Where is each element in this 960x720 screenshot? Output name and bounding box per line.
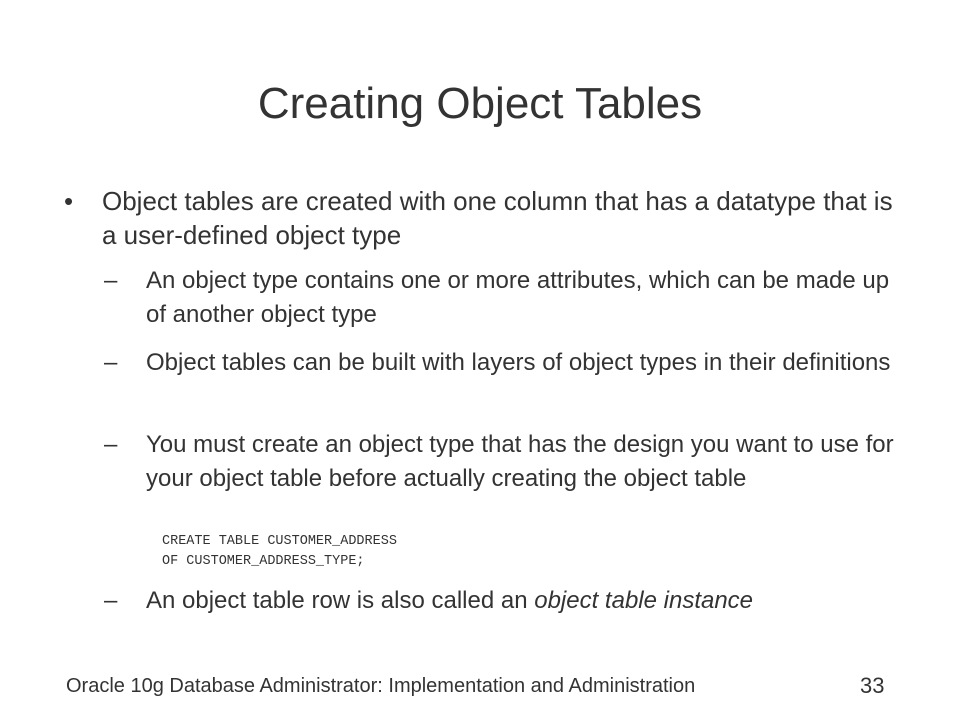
sub-bullet-text [146,584,894,618]
sub-bullet-marker: – [104,267,118,294]
code-line-2: OF CUSTOMER_ADDRESS_TYPE; [162,554,365,569]
sub-bullet-3 [104,428,894,496]
page-number: 33 [860,673,885,698]
sub-bullet-text-italic: object table instance [534,587,754,614]
sub-bullet-text: An object type contains one or more attributes, which can be made up of another object type [146,267,890,328]
sub-bullet-1 [104,264,894,332]
sub-bullet-text: You must create an object type that has the design you want to use for your object table before actually creating the object table [146,431,894,492]
sub-bullet-4 [104,584,894,618]
code-line-1: CREATE TABLE CUSTOMER_ADDRESS [162,534,397,549]
main-bullet [64,184,894,252]
sub-bullet-marker: – [104,349,118,376]
bullet-text: Object tables are created with one column that has a datatype that is a user-defined object type [102,186,893,250]
sub-bullet-marker: – [104,587,118,614]
sub-bullet-marker: – [104,431,118,458]
footer-course-title: Oracle 10g Database Administrator: Implementation and Administration [66,675,696,697]
slide-title: Creating Object Tables [257,79,703,128]
sub-bullet-text-prefix: An object table row is also called an [146,587,535,614]
sub-bullet-text: Object tables can be built with layers of object types in their definitions [146,349,891,376]
bullet-marker: • [64,186,74,216]
sub-bullet-2 [104,346,894,380]
